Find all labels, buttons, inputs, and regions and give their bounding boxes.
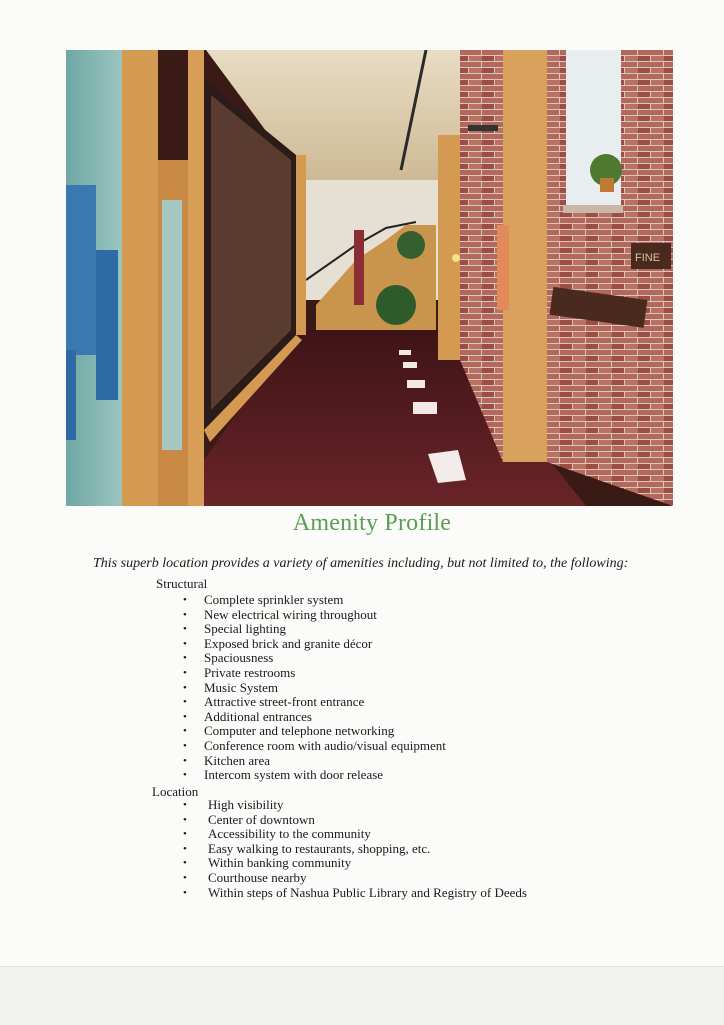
section-heading-structural: Structural [156,576,208,591]
list-item: • Spaciousness [183,650,274,666]
bullet-icon: • [183,696,187,709]
bullet-icon: • [183,754,187,767]
list-item: • Center of downtown [183,811,315,827]
list-item: • Exposed brick and granite décor [183,635,373,651]
list-item: • Within steps of Nashua Public Library and Registry of Deeds [183,884,527,900]
bullet-icon: • [183,623,187,636]
structural-list [183,592,446,783]
bullet-icon: • [183,769,187,782]
bullet-icon: • [183,652,187,665]
bullet-icon: • [183,608,187,621]
bullet-icon: • [183,725,187,738]
bullet-icon: • [183,739,187,752]
list-item: • Attractive street-front entrance [183,694,365,710]
list-item: • Kitchen area [183,752,271,768]
page-edge [0,966,724,1025]
bullet-icon: • [183,828,187,841]
bullet-icon: • [183,666,187,679]
bullet-icon: • [183,637,187,650]
list-item: • Courthouse nearby [183,869,307,885]
list-item: • Intercom system with door release [183,767,384,783]
list-item: • Music System [183,679,279,695]
bullet-icon: • [183,886,187,899]
bullet-icon: • [183,871,187,884]
intro-text: This superb location provides a variety of amenities including, but not limited to, the following: [93,556,629,571]
bullet-icon: • [183,799,187,811]
fine-sign-text: FINE [635,252,661,264]
list-item: • Computer and telephone networking [183,723,395,739]
list-item: • Conference room with audio/visual equipment [183,737,446,753]
list-item: • Easy walking to restaurants, shopping, etc. [183,840,431,856]
bullet-icon: • [183,594,187,606]
section-heading-location: Location [152,784,199,799]
bullet-icon: • [183,842,187,855]
list-item: • Special lighting [183,621,286,637]
location-list [183,797,527,900]
bullet-icon: • [183,681,187,694]
list-item: • Private restrooms [183,664,296,680]
list-item: • Within banking community [183,855,352,871]
bullet-icon: • [183,710,187,723]
page-title: Amenity Profile [292,510,452,536]
hallway-photo [66,50,673,506]
list-item: • Complete sprinkler system [183,592,344,607]
bullet-icon: • [183,857,187,870]
list-item: • High visibility [183,797,284,812]
list-item: • New electrical wiring throughout [183,606,377,622]
list-item: • Additional entrances [183,708,312,724]
bullet-icon: • [183,813,187,826]
list-item: • Accessibility to the community [183,826,371,842]
